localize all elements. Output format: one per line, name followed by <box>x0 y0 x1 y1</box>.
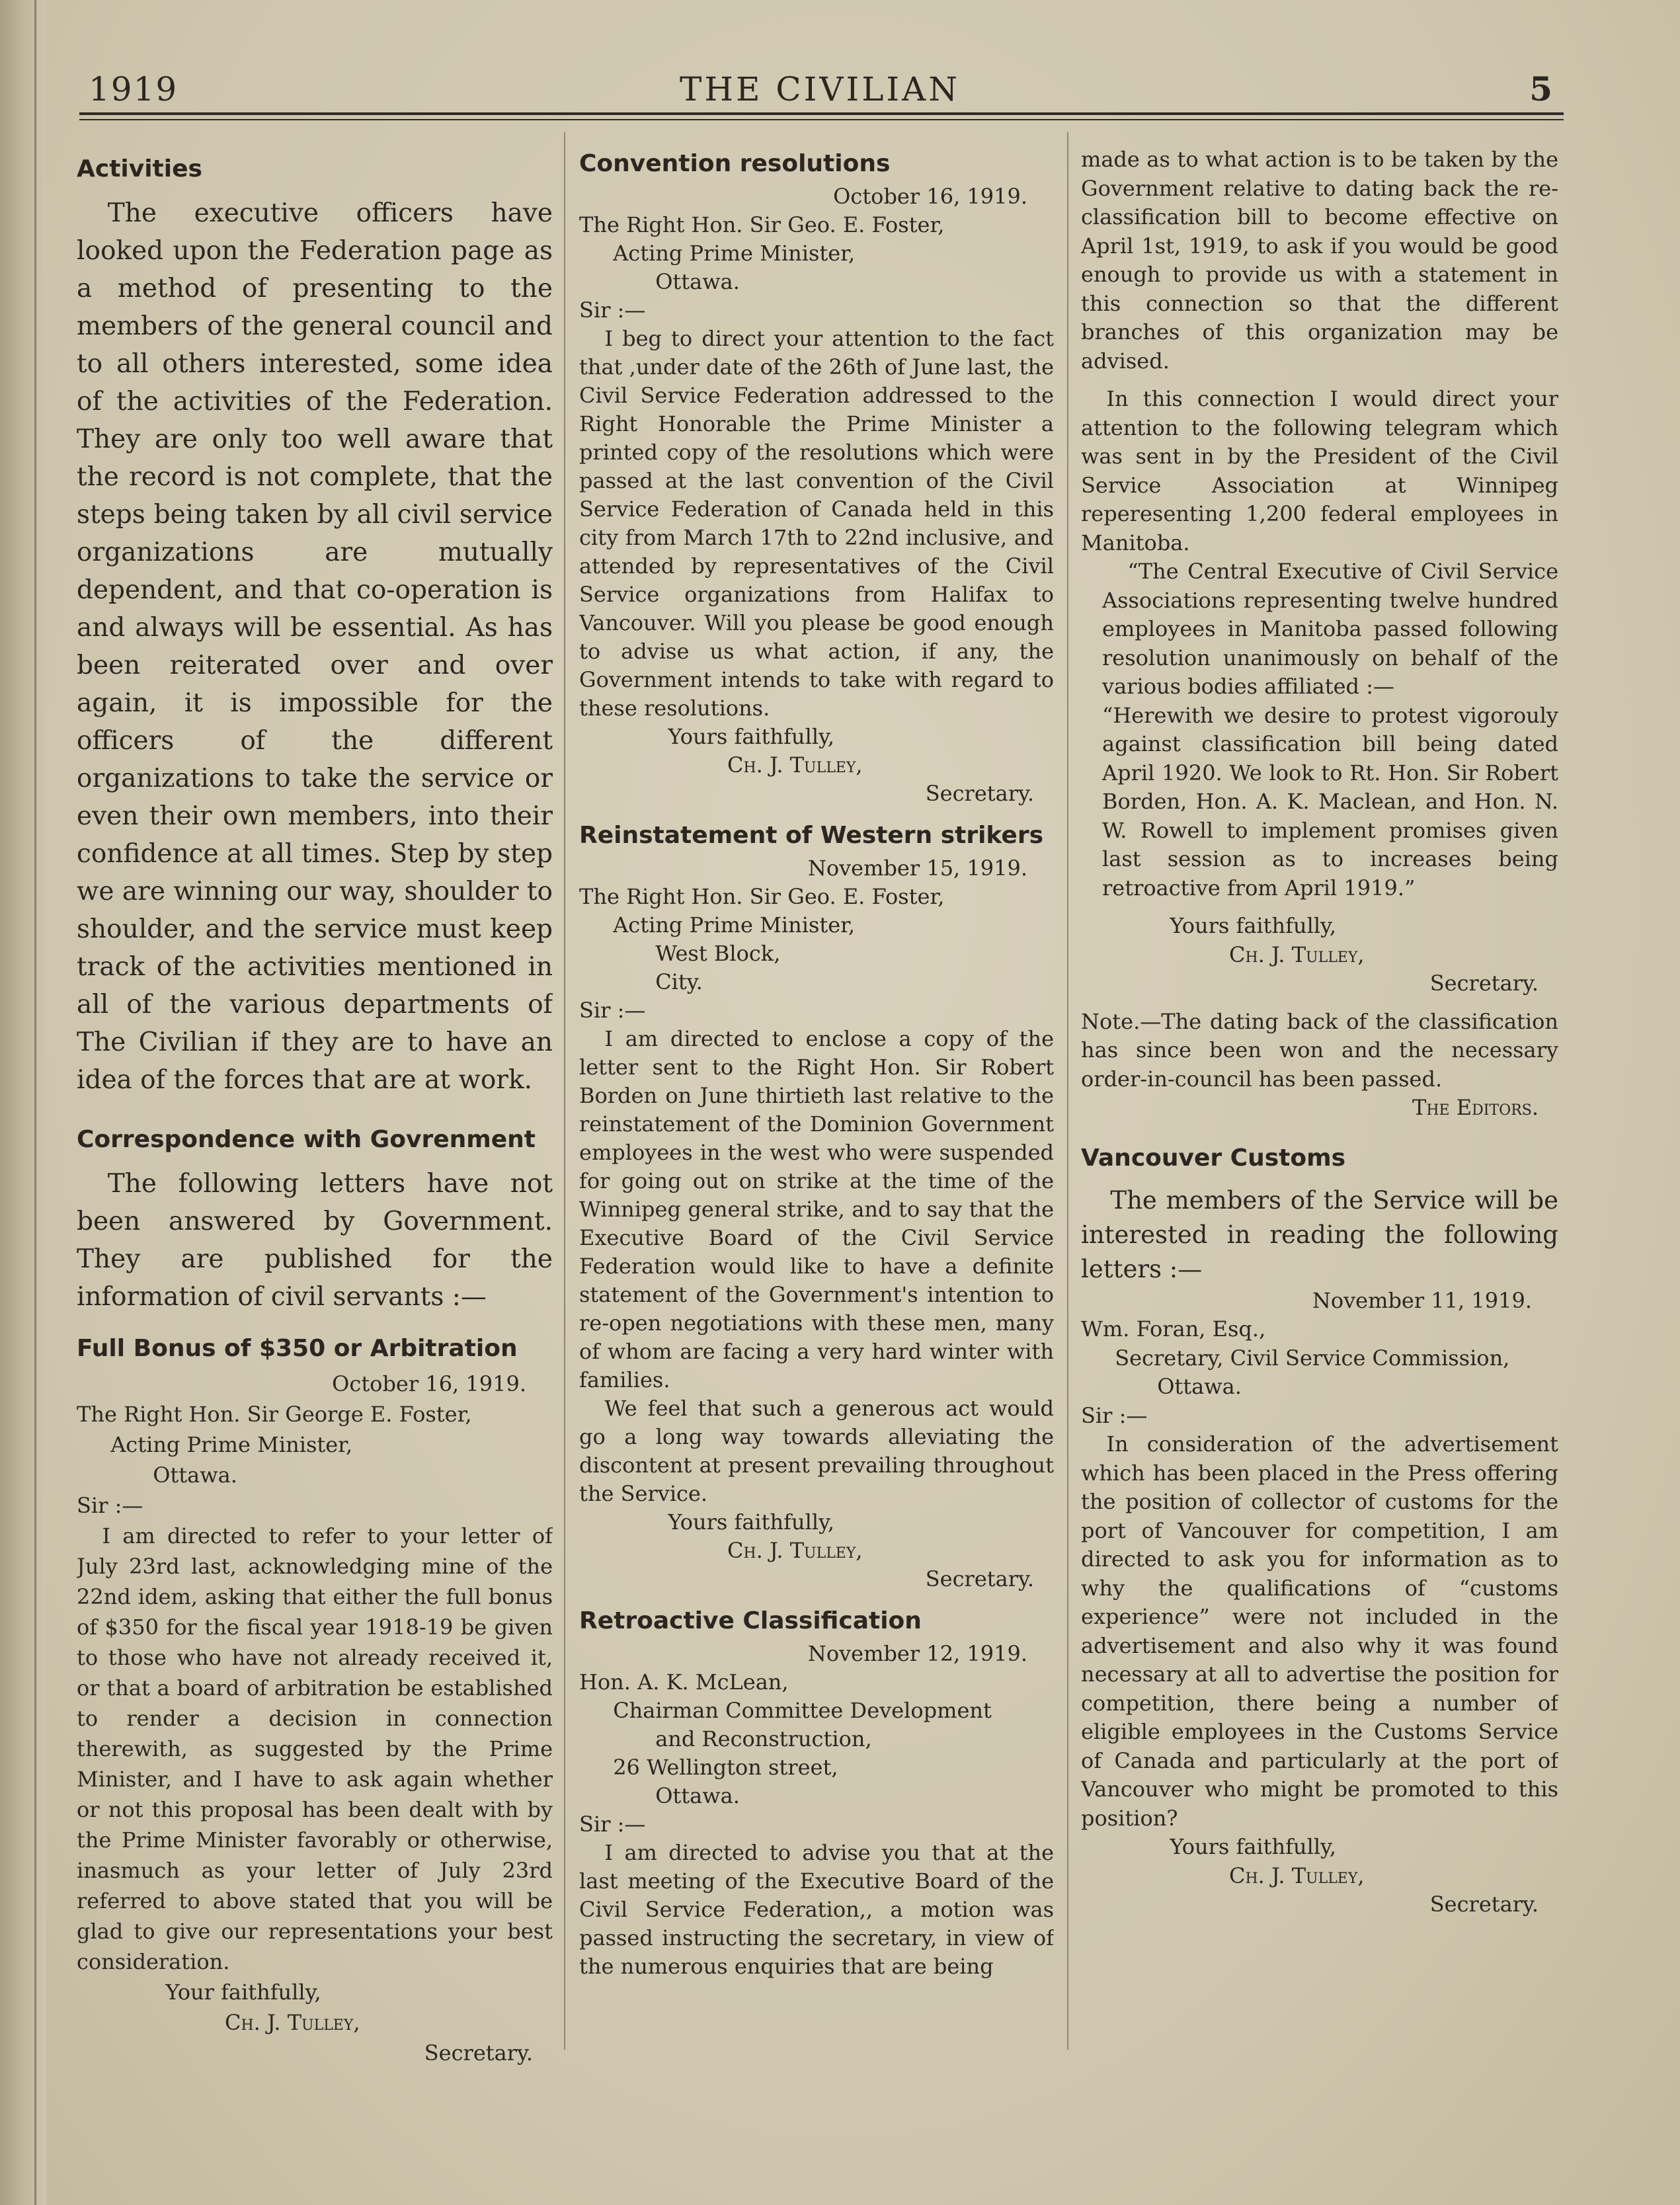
correspondence-body: The following letters have not been answered by Government. They are published for the information of civil servants :— <box>77 1169 553 1312</box>
publication-title: THE CIVILIAN <box>679 70 961 108</box>
letter-signature-title: Secretary. <box>1429 971 1539 996</box>
letter-date: November 11, 1919. <box>1312 1287 1532 1313</box>
header-year: 1919 <box>89 70 179 108</box>
letter-salutation: Sir :— <box>77 1493 143 1518</box>
binding-gutter <box>0 0 46 2205</box>
section-heading-convention: Convention resolutions <box>579 150 891 177</box>
letter-signature: Ch. J. Tulley, <box>727 1538 863 1563</box>
letter-body: I am directed to enclose a copy of the letter sent to the Right Hon. Sir Robert Borden on June thirtieth last relative to the reinstatement of the Dominion Government employees in the west who were suspended for going out on strike at the time of the Winnipeg general strike, and to say that the Executive Board of the Civil Service Federation would like to have a definite statement of the Government's intention to re-open negotiations with these men, many of whom are facing a very hard winter with families. <box>579 1026 1054 1392</box>
letter-addressee-place: Ottawa. <box>1157 1374 1242 1399</box>
letter-signature-title: Secretary. <box>424 2040 533 2065</box>
letter-addressee-title: Acting Prime Minister, <box>613 241 856 266</box>
letter-addressee-place: Ottawa. <box>655 1783 740 1808</box>
letter-addressee-title: Acting Prime Minister, <box>110 1432 353 1457</box>
letter-date: October 16, 1919. <box>332 1371 526 1396</box>
letter-salutation: Sir :— <box>1081 1402 1148 1428</box>
section-heading-correspondence: Correspondence with Govrenment <box>77 1126 536 1153</box>
letter-signature-title: Secretary. <box>1429 1892 1539 1917</box>
column-3 <box>1081 145 1558 2129</box>
vancouver-intro: The members of the Service will be interested in reading the following letters :— <box>1081 1185 1558 1283</box>
column-divider <box>1067 132 1068 2050</box>
letter-body: I am directed to refer to your letter of July 23rd last, acknowledging mine of the 22nd idem, asking that either the full bonus of $350 for the fiscal year 1918-19 be given to those who have not already received it, or that a board of arbitration be established to render a decision in connection therewith, as suggested by the Prime Minister, and I have to ask again whether or not this proposal has been dealt with by the Prime Minister favorably or otherwise, inasmuch as your letter of July 23rd referred to above stated that you will be glad to give our representations your best consideration. <box>77 1523 553 1974</box>
letter-date: November 15, 1919. <box>807 856 1027 881</box>
letter-closing: Yours faithfully, <box>1170 913 1337 938</box>
column-2 <box>579 145 1054 2129</box>
letter-signature: Ch. J. Tulley, <box>1229 942 1365 967</box>
section-heading-vancouver: Vancouver Customs <box>1081 1144 1346 1172</box>
letter-signature: Ch. J. Tulley, <box>727 752 863 778</box>
letter-date: November 12, 1919. <box>807 1641 1027 1666</box>
letter-salutation: Sir :— <box>579 1812 646 1837</box>
letter-body: We feel that such a generous act would go a long way towards alleviating the discontent at present prevailing throughout the Service. <box>579 1396 1054 1506</box>
letter-body-continued: made as to what action is to be taken by the Government relative to dating back the re-classification bill to become effective on April 1st, 1919, to ask if you would be good enough to provide us with a statement in this connection so that the different branches of this organization may be advised. <box>1081 147 1558 374</box>
header-rule-thick <box>79 112 1564 115</box>
letter-signature: Ch. J. Tulley, <box>1229 1863 1365 1888</box>
letter-closing: Your faithfully, <box>165 1980 321 2005</box>
letter-body: In this connection I would direct your attention to the following telegram which was sent in by the President of the Civil Service Association at Winnipeg reperesenting 1,200 federal employees in Manitoba. <box>1081 386 1558 555</box>
letter-closing: Yours faithfully, <box>668 724 835 749</box>
letter-addressee: The Right Hon. Sir Geo. E. Foster, <box>579 884 945 909</box>
header-rule-thin <box>79 119 1564 120</box>
letter-addressee-place: Ottawa. <box>153 1463 237 1488</box>
letter-signature-title: Secretary. <box>925 1566 1034 1591</box>
editors-note: Note.—The dating back of the classification has since been won and the necessary order-in-council has been passed. <box>1081 1008 1558 1092</box>
letter-addressee-title: and Reconstruction, <box>655 1726 872 1751</box>
letter-body: In consideration of the advertisement which has been placed in the Press offering the position of collector of customs for the port of Vancouver for competition, I am directed to ask you for information as to why the qualifications of “customs experience” were not included in the advertisement and also why it was found necessary at all to advertise the position for competition, there being a number of eligible employees in the Customs Service of Canada and particularly at the port of Vancouver who might be promoted to this position? <box>1081 1431 1558 1831</box>
telegram-quote: “Herewith we desire to protest vigorouly against classification bill being dated April 1920. We look to Rt. Hon. Sir Robert Borden, Hon. A. K. Maclean, and Hon. N. W. Rowell to implement promises given last session as to increases being retroactive from April 1919.” <box>1102 702 1558 901</box>
section-heading-activities: Activities <box>77 155 202 182</box>
binding-edge <box>34 0 36 2205</box>
letter-salutation: Sir :— <box>579 998 646 1023</box>
letter-closing: Yours faithfully, <box>668 1509 835 1535</box>
letter-body: I am directed to advise you that at the last meeting of the Executive Board of the Civil Service Federation,, a motion was passed instructing the secretary, in view of the numerous enquiries that are being <box>579 1840 1054 1979</box>
letter-addressee-street: 26 Wellington street, <box>613 1755 838 1780</box>
page-number: 5 <box>1529 69 1554 108</box>
letter-addressee: The Right Hon. Sir Geo. E. Foster, <box>579 212 945 237</box>
telegram-quote: “The Central Executive of Civil Service Associations representing twelve hundred employees in Manitoba passed following resolution unanimously on behalf of the various bodies affiliated :— <box>1102 559 1558 699</box>
letter-body: I beg to direct your attention to the fact that ,under date of the 26th of June last, the Civil Service Federation addressed to the Right Honorable the Prime Minister a printed copy of the resolutions which were passed at the last convention of the Civil Service Federation of Canada held in this city from March 17th to 22nd inclusive, and attended by representatives of the Civil Service organizations from Halifax to Vancouver. Will you please be good enough to advise us what action, if any, the Government intends to take with regard to these resolutions. <box>579 326 1054 721</box>
editors-note-signature: The Editors. <box>1412 1095 1539 1120</box>
letter-addressee-title: Chairman Committee Development <box>613 1698 992 1723</box>
letter-addressee-place: West Block, <box>655 941 781 966</box>
section-heading-retroactive: Retroactive Classification <box>579 1607 922 1634</box>
letter-addressee: The Right Hon. Sir George E. Foster, <box>77 1402 472 1427</box>
letter-closing: Yours faithfully, <box>1170 1834 1337 1859</box>
letter-salutation: Sir :— <box>579 298 646 323</box>
letter-addressee-title: Acting Prime Minister, <box>613 912 856 938</box>
letter-addressee: Wm. Foran, Esq., <box>1081 1316 1266 1342</box>
activities-body: The executive officers have looked upon the Federation page as a method of presenting to the members of the general council and to all others interested, some idea of the activities of the Federation. They are only too well aware that the record is not complete, that the steps being taken by all civil service organizations are mutually dependent, and that co-operation is and always will be essential. As has been reiterated over and over again, it is impossible for the officers of the different organizations to take the service or even their own members, into their confidence at all times. Step by step we are winning our way, shoulder to shoulder, and the service must keep track of the activities mentioned in all of the various departments of The Civilian if they are to have an idea of the forces that are at work. <box>77 198 553 1095</box>
letter-date: October 16, 1919. <box>833 184 1027 209</box>
letter-addressee-title: Secretary, Civil Service Commission, <box>1115 1345 1510 1371</box>
letter-signature-title: Secretary. <box>925 781 1034 806</box>
section-heading-full-bonus: Full Bonus of $350 or Arbitration <box>77 1335 518 1362</box>
letter-addressee-city: City. <box>655 969 703 994</box>
letter-addressee-place: Ottawa. <box>655 269 740 294</box>
section-heading-reinstatement: Reinstatement of Western strikers <box>579 822 1043 849</box>
page-header <box>79 66 1560 119</box>
letter-signature: Ch. J. Tulley, <box>225 2010 360 2035</box>
column-1 <box>77 145 553 2129</box>
letter-addressee: Hon. A. K. McLean, <box>579 1669 789 1695</box>
column-divider <box>564 132 565 2050</box>
